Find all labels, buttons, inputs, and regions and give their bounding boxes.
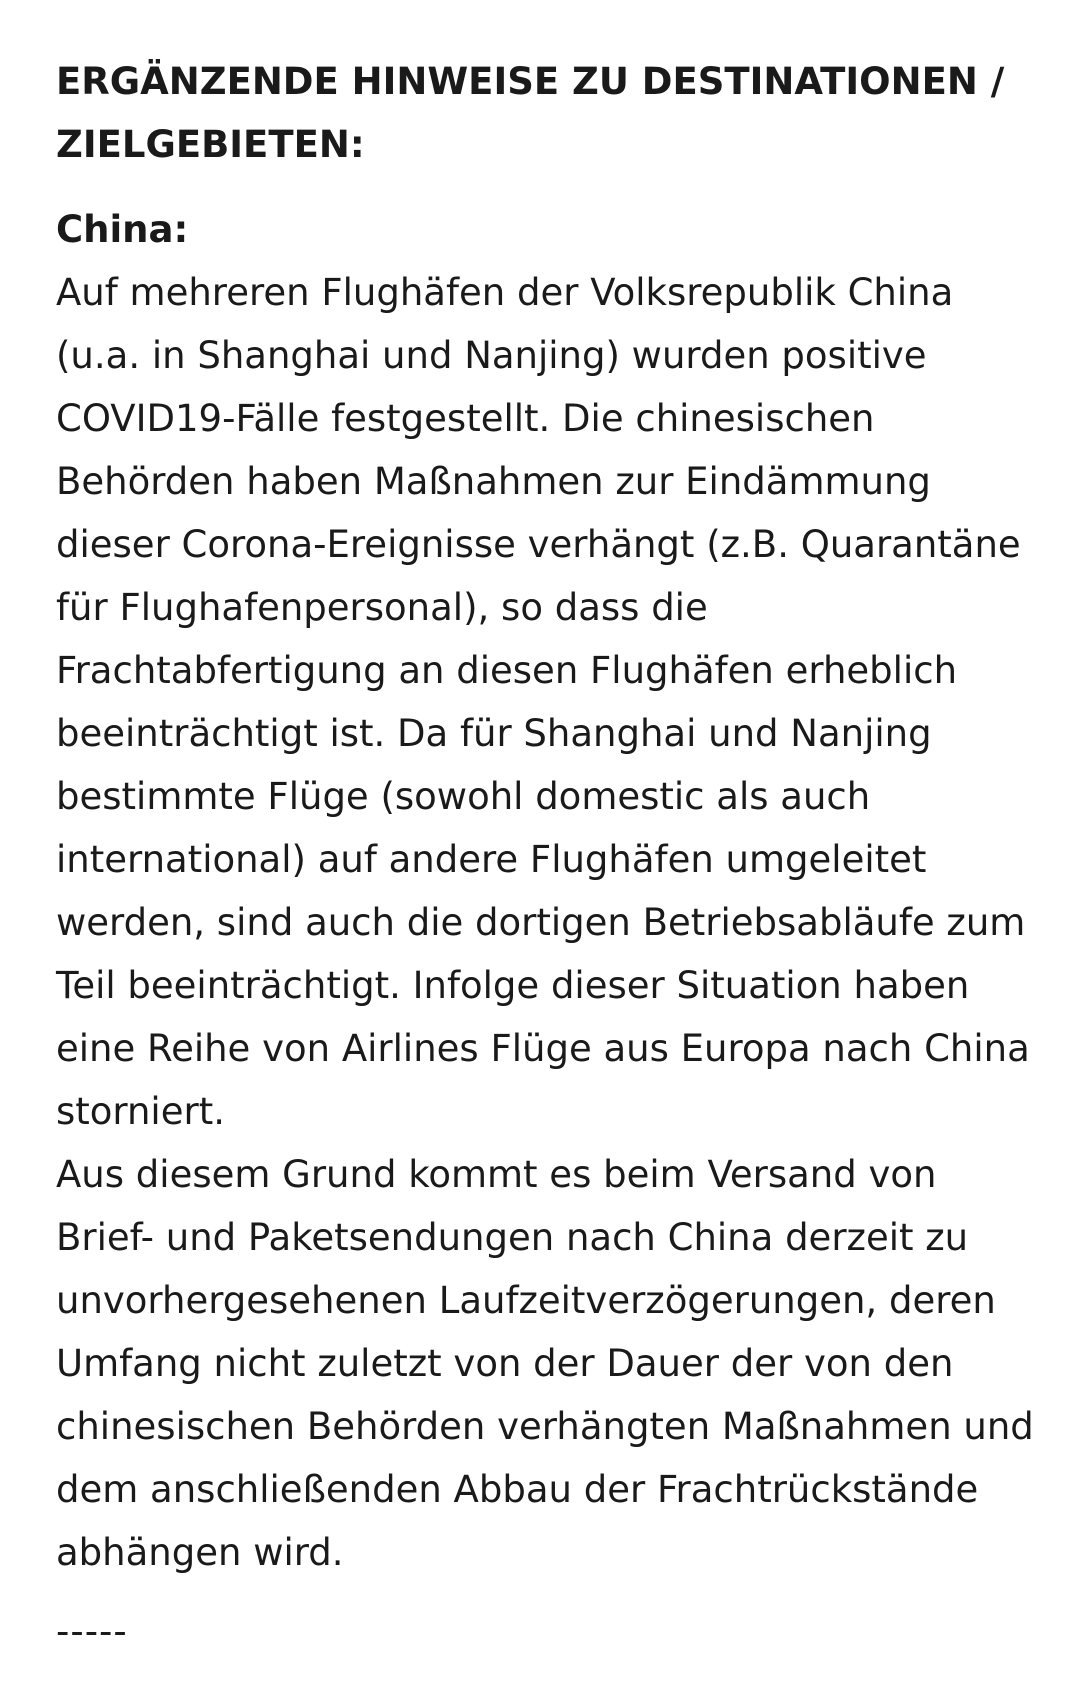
text-divider: ----- [56,1610,128,1653]
section-china [56,198,1046,1584]
section-title: China: [56,208,189,251]
paragraph-situation: Auf mehreren Flughäfen der Volksrepublik China (u.a. in Shanghai und Nanjing) wurden positive COVID19-Fälle festgestellt. Die chinesischen Behörden haben Maßnahmen zur Eindämmung dieser Corona-Ereignisse verhängt (z.B. Quarantäne für Flughafenpersonal), so dass die Frachtabfertigung an diesen Flughäfen erheblich beeinträchtigt ist. Da für Shanghai und Nanjing bestimmte Flüge (sowohl domestic als auch international) auf andere Flughäfen umgeleitet werden, sind auch die dortigen Betriebsabläufe zum Teil beeinträchtigt. Infolge dieser Situation haben eine Reihe von Airlines Flüge aus Europa nach China storniert. [56,271,1030,1133]
paragraph-consequence: Aus diesem Grund kommt es beim Versand von Brief- und Paketsendungen nach China derzeit zu unvorhergesehenen Laufzeitverzögerungen, deren Umfang nicht zuletzt von der Dauer der von den chinesischen Behörden verhängten Maßnahmen und dem anschließenden Abbau der Frachtrückstände abhängen wird. [56,1153,1034,1574]
page-heading: ERGÄNZENDE HINWEISE ZU DESTINATIONEN / ZIELGEBIETEN: [56,60,1005,166]
article-body [56,50,1046,1663]
